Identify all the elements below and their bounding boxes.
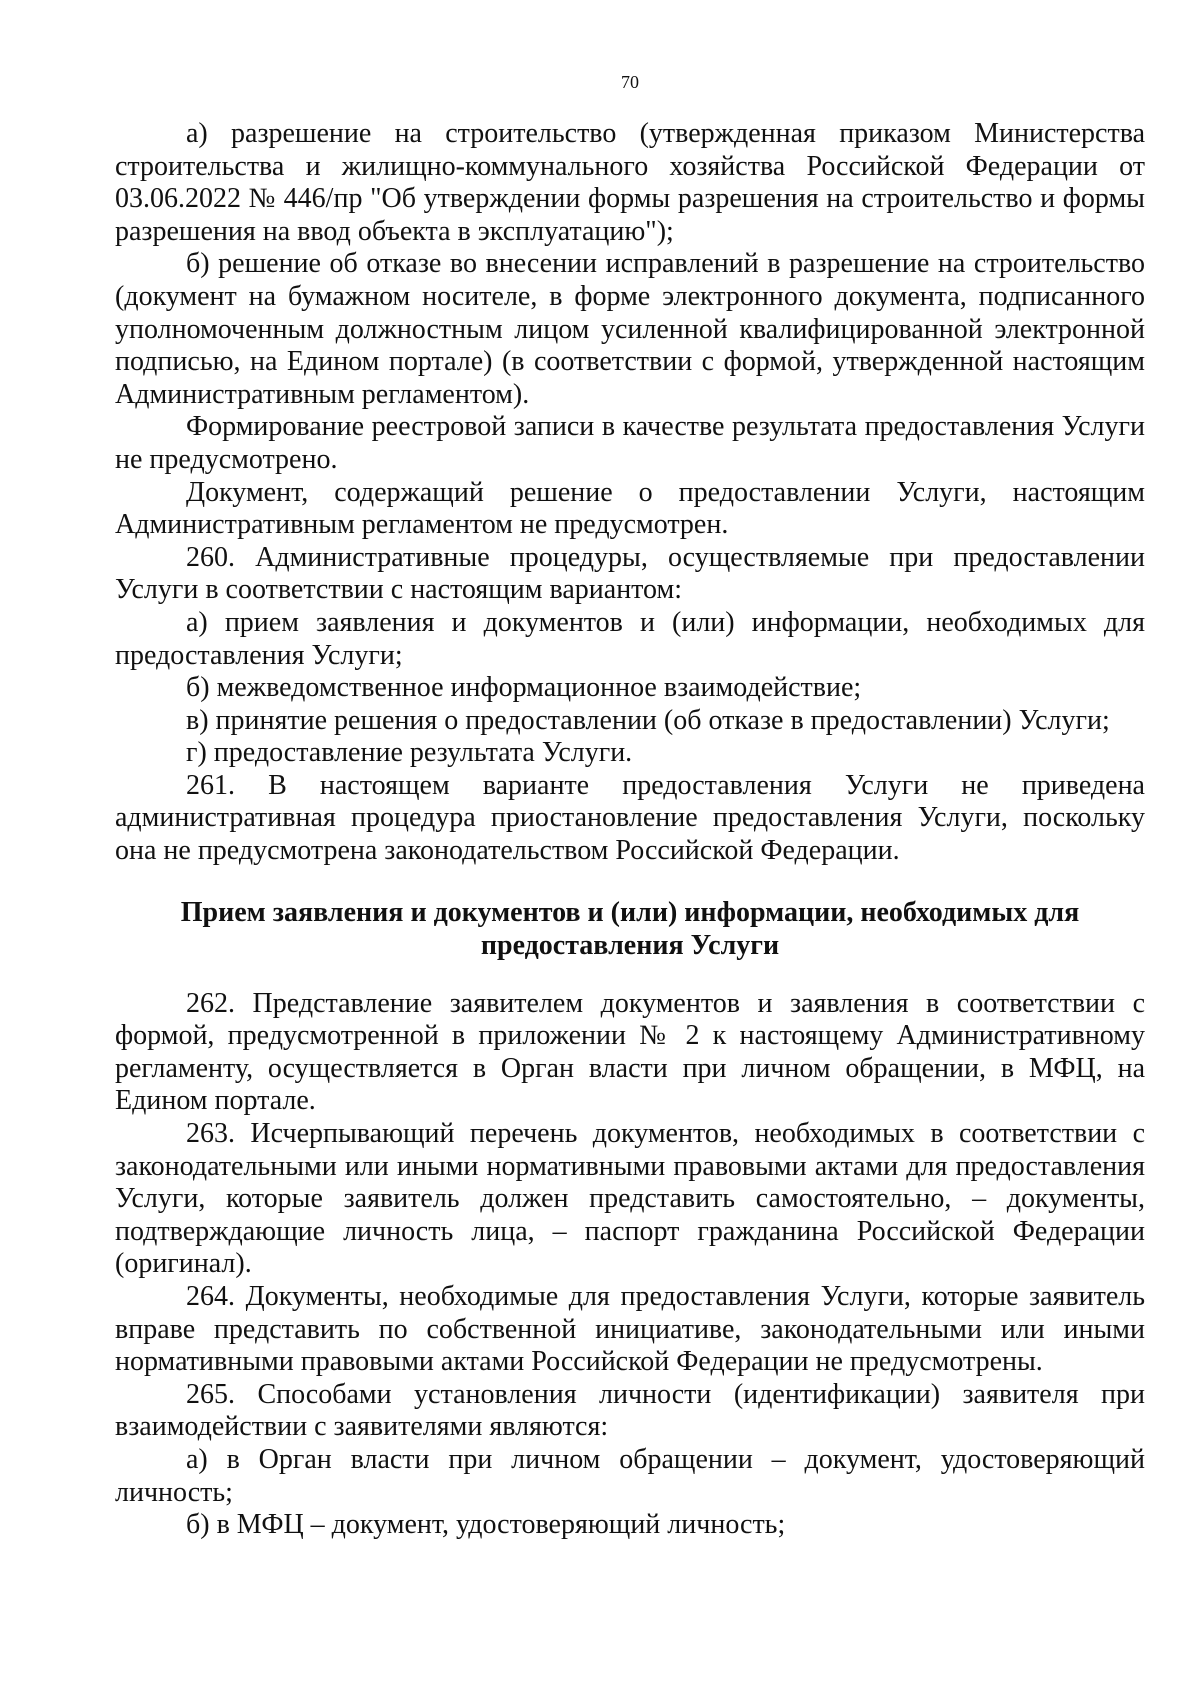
paragraph-260: 260. Административные процедуры, осуществляемые при предоставлении Услуги в соответствии с настоящим вариантом: [115, 541, 1145, 606]
section-heading-line2: предоставления Услуги [480, 929, 780, 961]
paragraph-261: 261. В настоящем варианте предоставления Услуги не приведена административная процедура приостановление предоставления Услуги, поскольку она не предусмотрена законодательством Российской Федерации. [115, 769, 1145, 867]
page-number: 70 [621, 72, 639, 92]
section-heading [115, 896, 1145, 962]
paragraph-registry-record: Формирование реестровой записи в качестве результата предоставления Услуги не предусмотрено. [115, 411, 1145, 475]
paragraph-262: 262. Представление заявителем документов и заявления в соответствии с формой, предусмотренной в приложении № 2 к настоящему Административному регламенту, осуществляется в Орган власти при личном обращении, в МФЦ, на Едином портале. [115, 987, 1145, 1117]
paragraph-260-a: а) прием заявления и документов и (или) информации, необходимых для предоставления Услуги; [115, 606, 1145, 671]
paragraph-265-b: б) в МФЦ – документ, удостоверяющий личность; [186, 1509, 786, 1541]
paragraph-263: 263. Исчерпывающий перечень документов, необходимых в соответствии с законодательными или иными нормативными правовыми актами для предоставления Услуги, которые заявитель должен представить самостоятельно, – документы, подтверждающие личность лица, – паспорт гражданина Российской Федерации (оригинал). [115, 1118, 1145, 1280]
paragraph-a-permit: а) разрешение на строительство (утвержденная приказом Министерства строительства и жилищно-коммунального хозяйства Российской Федерации от 03.06.2022 № 446/пр "Об утверждении формы разрешения на строительство и формы разрешения на ввод объекта в эксплуатацию"); [115, 118, 1145, 247]
paragraph-265-a: а) в Орган власти при личном обращении – документ, удостоверяющий личность; [115, 1443, 1145, 1508]
paragraph-b-refusal-decision: б) решение об отказе во внесении исправлений в разрешение на строительство (документ на бумажном носителе, в форме электронного документа, подписанного уполномоченным должностным лицом усиленной квалифицированной электронной подписью, на Едином портале) (в соответствии с формой, утвержденной настоящим Административным регламентом). [115, 248, 1145, 410]
paragraph-decision-document: Документ, содержащий решение о предоставлении Услуги, настоящим Административным регламентом не предусмотрен. [115, 476, 1145, 541]
paragraph-260-b: б) межведомственное информационное взаимодействие; [186, 672, 862, 704]
document-body [115, 118, 1145, 1542]
paragraph-265: 265. Способами установления личности (идентификации) заявителя при взаимодействии с заявителями являются: [115, 1378, 1145, 1443]
paragraph-260-v: в) принятие решения о предоставлении (об отказе в предоставлении) Услуги; [186, 704, 1110, 736]
section-heading-line1: Прием заявления и документов и (или) информации, необходимых для [180, 896, 1080, 928]
paragraph-264: 264. Документы, необходимые для предоставления Услуги, которые заявитель вправе представить по собственной инициативе, законодательными или иными нормативными правовыми актами Российской Федерации не предусмотрены. [115, 1281, 1145, 1378]
paragraph-260-g: г) предоставление результата Услуги. [186, 737, 633, 769]
